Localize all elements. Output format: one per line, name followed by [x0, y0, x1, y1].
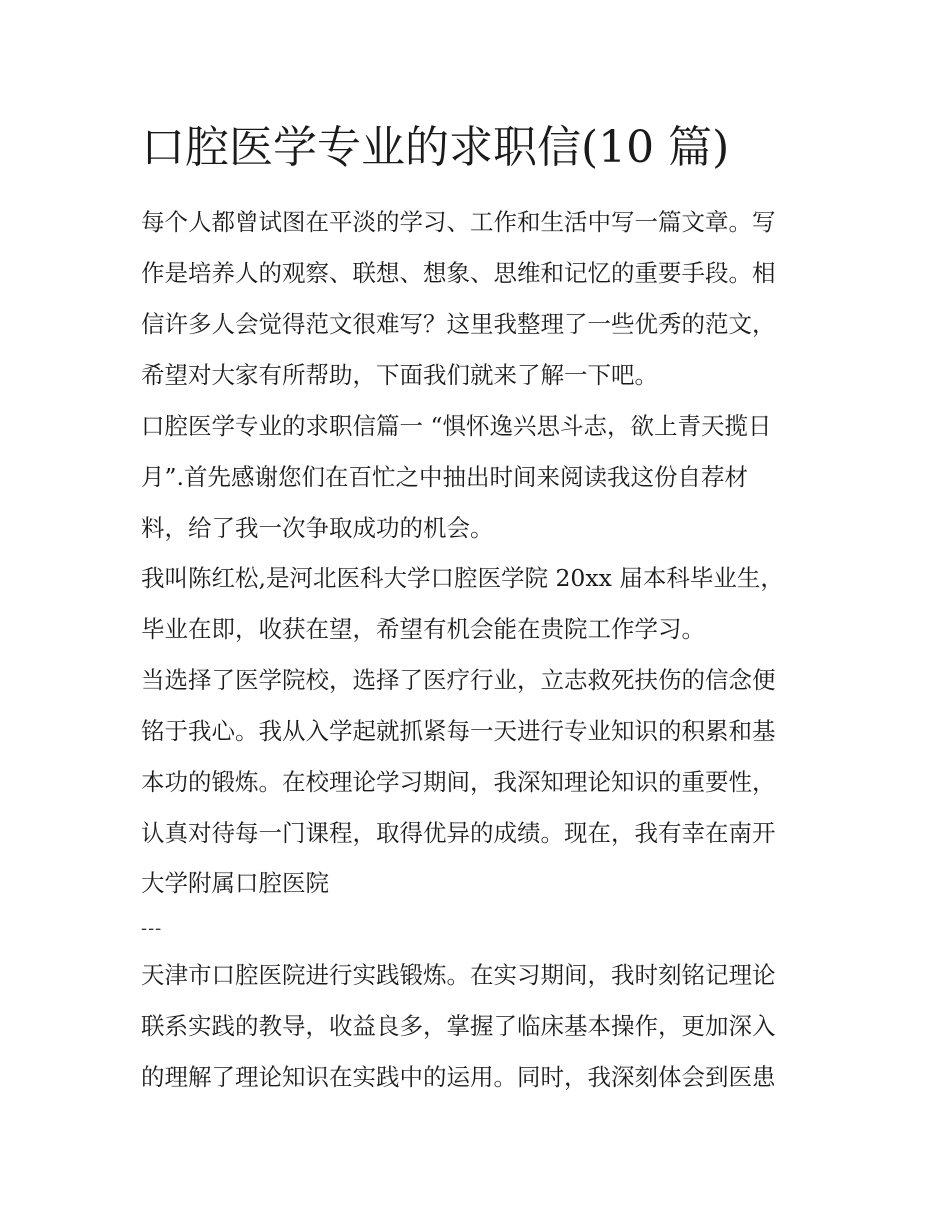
text-line: 大学附属口腔医院: [141, 869, 329, 897]
text-line: 每个人都曾试图在平淡的学习、工作和生活中写一篇文章。写: [141, 208, 776, 236]
text-line: 希望对大家有所帮助，下面我们就来了解一下吧。: [141, 361, 658, 389]
document-title: 口腔医学专业的求职信(10 篇): [141, 122, 730, 173]
text-line: 的理解了理论知识在实践中的运用。同时，我深刻体会到医患: [141, 1063, 776, 1091]
text-line: 月”.首先感谢您们在百忙之中抽出时间来阅读我这份自荐材: [141, 463, 748, 491]
text-line: 联系实践的教导，收益良多，掌握了临床基本操作，更加深入: [141, 1012, 776, 1040]
text-line: 料，给了我一次争取成功的机会。: [141, 514, 494, 542]
text-line: 口腔医学专业的求职信篇一 “惧怀逸兴思斗志，欲上青天揽日: [141, 412, 772, 440]
text-line: 认真对待每一门课程，取得优异的成绩。现在，我有幸在南开: [141, 819, 776, 847]
text-line: 我叫陈红松,是河北医科大学口腔医学院 20xx 届本科毕业生，: [141, 564, 784, 592]
text-line: 天津市口腔医院进行实践锻炼。在实习期间，我时刻铭记理论: [141, 961, 776, 989]
text-line: 铭于我心。我从入学起就抓紧每一天进行专业知识的积累和基: [141, 717, 776, 745]
text-line: 当选择了医学院校，选择了医疗行业，立志救死扶伤的信念便: [141, 666, 776, 694]
text-line: 信许多人会觉得范文很难写？这里我整理了一些优秀的范文，: [141, 310, 776, 338]
page-separator: ---: [141, 918, 163, 939]
text-line: 作是培养人的观察、联想、想象、思维和记忆的重要手段。相: [141, 259, 776, 287]
text-line: 毕业在即，收获在望，希望有机会能在贵院工作学习。: [141, 615, 705, 643]
text-line: 本功的锻炼。在校理论学习期间，我深知理论知识的重要性，: [141, 768, 776, 796]
